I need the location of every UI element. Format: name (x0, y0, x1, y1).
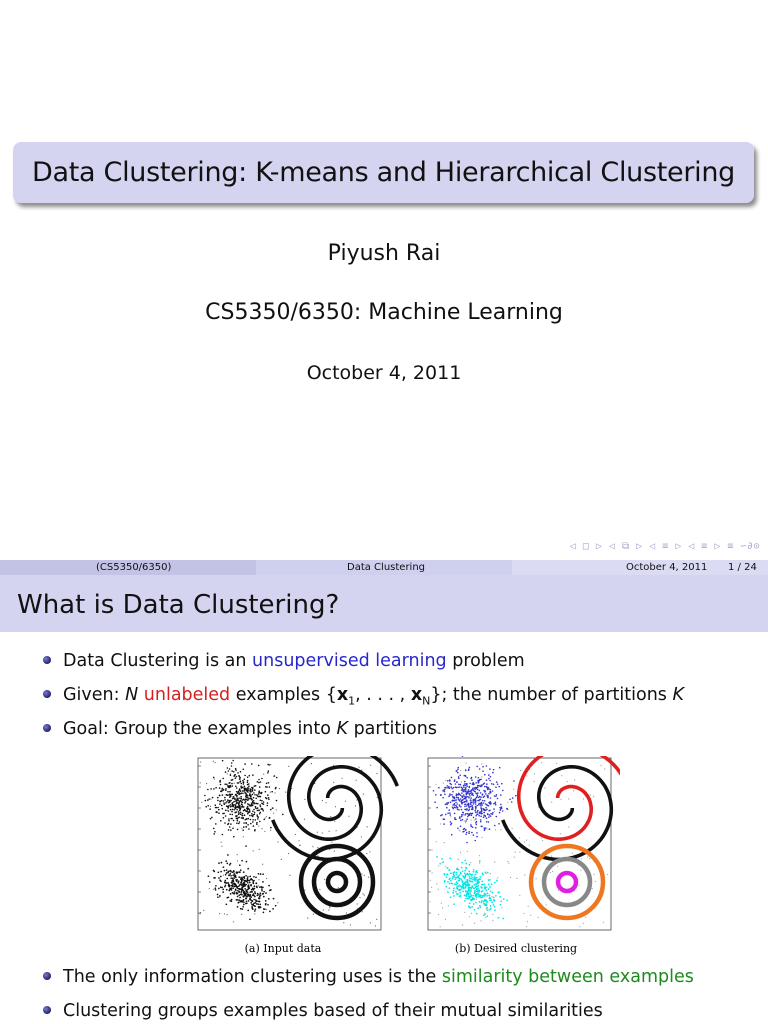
footer-course: (CS5350/6350) (96, 562, 172, 573)
bullet-text: The only information clustering uses is the (63, 967, 442, 987)
bullet-definition (43, 651, 525, 671)
bullet-text: partitions (348, 719, 437, 739)
course-name: CS5350/6350: Machine Learning (205, 300, 563, 325)
slide-footer (0, 560, 768, 575)
caption-desired-clustering: (b) Desired clustering (454, 942, 578, 955)
bullet-mutual (43, 1001, 603, 1021)
footer-center (256, 560, 512, 575)
bullet-similarity (43, 967, 694, 987)
bullet-icon (43, 972, 51, 980)
math-sub: N (422, 694, 431, 708)
bullet-text: problem (446, 651, 525, 671)
clustering-figure (190, 756, 620, 958)
math-k: K (672, 685, 684, 705)
math-x: x (336, 685, 349, 705)
math-n: N (125, 685, 139, 705)
bullet-given (43, 685, 684, 708)
bullet-text: Given: (63, 685, 126, 705)
author-name: Piyush Rai (327, 241, 441, 266)
math-x: x (410, 685, 423, 705)
clustering-figure-svg (190, 756, 620, 958)
beamer-navigation-icons[interactable]: ◁ □ ▷ ◁ ⧉ ▷ ◁ ≡ ▷ ◁ ≡ ▷ ≡ ∽∂⊙ (569, 541, 760, 552)
bullet-icon (43, 724, 51, 732)
bullet-text: Clustering groups examples based of their mutual similarities (63, 1001, 603, 1021)
bullet-goal (43, 719, 437, 739)
bullet-icon (43, 1006, 51, 1014)
bullet-text: examples { (230, 685, 337, 705)
highlight-unsupervised: unsupervised learning (252, 651, 447, 671)
bullet-icon (43, 656, 51, 664)
bullet-icon (43, 690, 51, 698)
footer-left (0, 560, 256, 575)
footer-page-number: 1 / 24 (728, 562, 757, 573)
presentation-date: October 4, 2011 (306, 362, 462, 384)
caption-input-data: (a) Input data (244, 942, 322, 955)
footer-right (512, 560, 768, 575)
highlight-similarity: similarity between examples (441, 967, 694, 987)
math-k: K (336, 719, 349, 739)
bullet-text: , . . . , (355, 685, 411, 705)
footer-date: October 4, 2011 (626, 562, 708, 573)
bullet-text: Data Clustering is an (63, 651, 253, 671)
bullet-text: }; the number of partitions (430, 685, 673, 705)
math-sub: 1 (348, 694, 356, 708)
bullet-text: Goal: Group the examples into (63, 719, 337, 739)
frame-title: What is Data Clustering? (17, 590, 340, 620)
highlight-unlabeled: unlabeled (143, 685, 231, 705)
footer-title: Data Clustering (347, 562, 426, 573)
presentation-title: Data Clustering: K-means and Hierarchical Clustering (13, 142, 754, 203)
